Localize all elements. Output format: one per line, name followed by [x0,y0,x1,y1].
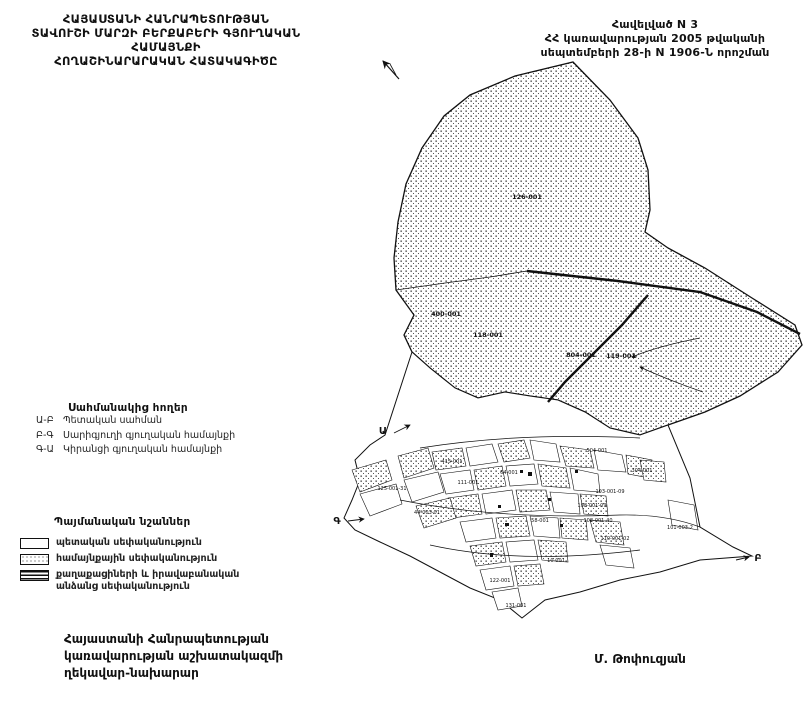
boundary-corner-letter: Բ [754,553,762,564]
parcel-code-label: 103-001-09 [595,489,625,495]
area-code-label: 126-001 [512,193,542,201]
parcel-code-label: 504-001 [586,448,608,454]
parcel-code-label: 304-001 [631,468,653,474]
adjacent-item [36,414,306,429]
boundary-corner-letter: Գ [333,516,341,527]
parcel-code-label: 111-001 [457,480,479,486]
adjacent-item [36,429,306,444]
parcel-code-label: 131-001 [505,603,527,609]
private-ownership-swatch-icon [20,570,49,581]
conventional-signs-legend [20,516,270,597]
cadastral-map-svg [330,50,805,630]
forest-area-polygon [394,62,802,435]
parcel-code-label: 122-001 [489,578,511,584]
legend-heading: Պայմանական նշաններ [54,516,191,528]
parcel-code-label: 58-001 [531,518,549,524]
parcel-code-label: 10-001 [547,558,565,564]
boundary-segment-code: Բ-Գ [36,429,54,441]
footer-line-2: կառավարության աշխատակազմի [64,649,284,663]
state-ownership-swatch-icon [20,538,49,549]
parcel-code-label: 101-003-2 [667,525,693,531]
title-line-3: ՀՈՂԱՇԻՆԱՐԱՐԱԿԱՆ ՀԱՏԱԿԱԳԻԾԸ [54,54,278,68]
footer-line-1: Հայաստանի Հանրապետության [64,632,269,646]
legend-label: պետական սեփականություն [56,537,202,548]
parcel-code-label: 415-001 [441,459,463,465]
boundary-segment-label: Կիրանցի գյուղական համայնքի [63,444,223,455]
annex-line-1: Հավելված N 3 [611,18,699,31]
adjacent-lands-legend [36,402,306,458]
annex-line-3: սեպտեմբերի 28-ի N 1906-Ն որոշման [540,46,770,59]
area-code-label: 400-001 [431,310,461,318]
boundary-segment-code: Ա-Բ [36,415,54,426]
legend-label: համայնքային սեփականություն [56,553,218,564]
parcel-code-label: 110-001-02 [600,536,630,542]
parcel-code-label: 64-001 [500,470,518,476]
parcel-code-label: 44-003-01 [414,510,440,516]
area-code-label: 119-001 [606,352,636,360]
boundary-segment-label: Պետական սահման [63,415,163,426]
signature-title-block [64,631,364,682]
title-line-2: ՏԱՎՈՒՇԻ ՄԱՐԶԻ ԲԵՐՔԱԲԵՐԻ ԳՅՈՒՂԱԿԱՆ ՀԱՄԱՅՆՔԻ [31,26,301,54]
adjacent-lands-heading: Սահմանակից հողեր [68,402,188,414]
legend-item [20,569,270,593]
area-code-label: 118-001 [473,331,503,339]
title-line-1: ՀԱՅԱՍՏԱՆԻ ՀԱՆՐԱՊԵՏՈՒԹՅԱՆ [62,12,270,26]
parcel-code-label: 108-001-40 [583,518,613,524]
boundary-segment-label: Սարիգյուղի գյուղական համայնքի [63,429,236,441]
cadastral-map [330,50,805,630]
adjacent-item [36,443,306,458]
parcel-code-label: 125-001-31 [377,486,407,492]
boundary-segment-code: Գ-Ա [36,444,54,455]
legend-label: քաղաքացիների և իրավաբանական անձանց սեփականություն [56,569,240,592]
signer-name: Մ. Թոփուզյան [594,652,686,666]
legend-item [20,537,270,549]
map-title [5,12,327,68]
community-ownership-swatch-icon [20,554,49,565]
footer-line-3: ղեկավար-նախարար [64,666,199,680]
annex-line-2: ՀՀ կառավարության 2005 թվականի [544,32,766,45]
area-code-label: 804-001 [566,351,596,359]
parcel-code-label: 108-001-09 [577,503,607,509]
legend-item [20,553,270,565]
north-arrow-icon [383,61,399,79]
boundary-corner-letter: Ա [378,426,388,437]
